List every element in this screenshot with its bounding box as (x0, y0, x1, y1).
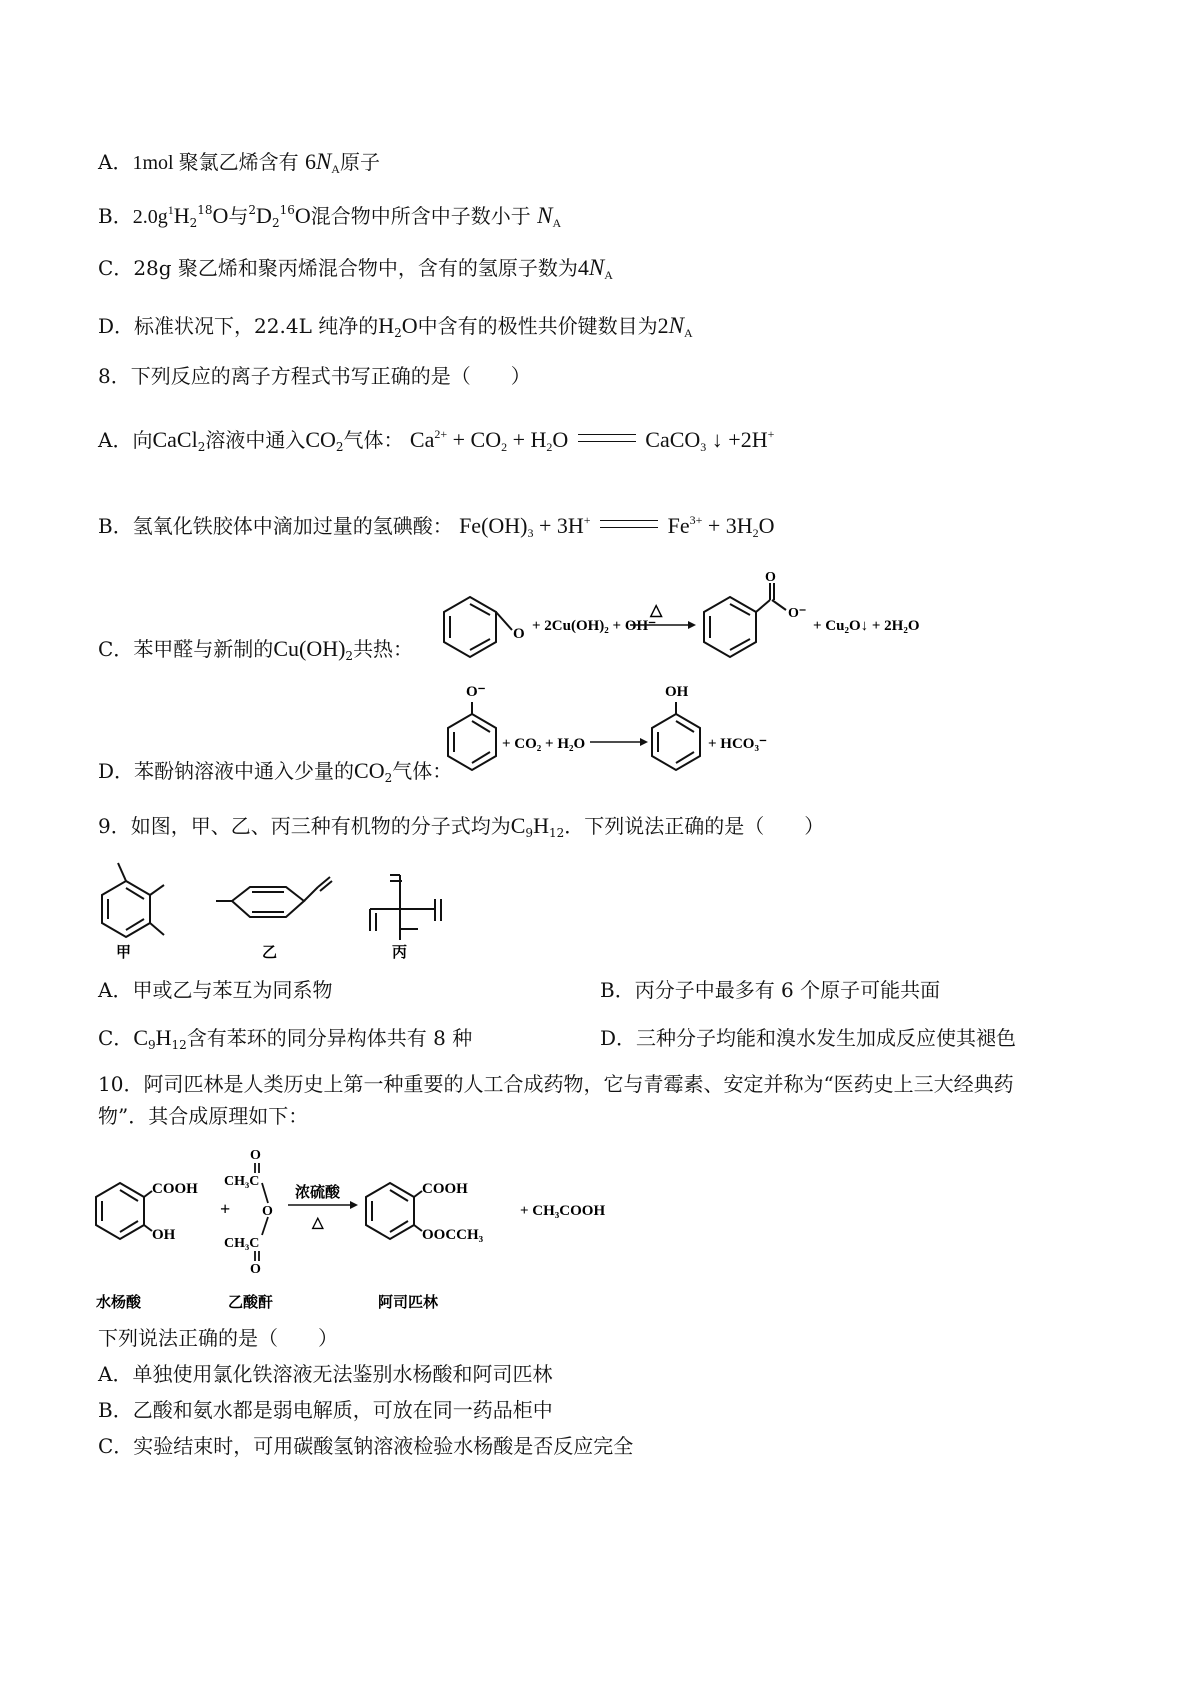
q7-option-b: B．$2.0g^1H_2^{18}O$与$^2D_2^{16}O$混合物中所含中子数小于 $N_A$ (98, 203, 562, 230)
q10-stem-line1: 10．阿司匹林是人类历史上第一种重要的人工合成药物，它与青霉素、安定并称为“医药史上三大经典药 (98, 1072, 1014, 1096)
q7-option-a: A．1mol 聚氯乙烯含有 $6N_A$原子 (98, 149, 380, 176)
q8-option-c: C．苯甲醛与新制的$Cu(OH)_2$共热： (98, 636, 414, 663)
q9-option-c: C．$C_9H_{12}$含有苯环的同分异构体共有 8 种 (98, 1025, 473, 1052)
q7-option-d: D．标准状况下，22.4L 纯净的$H_2O$中含有的极性共价键数目为$2N_A$ (98, 313, 693, 340)
svg-text:OH: OH (665, 684, 689, 700)
q9-structures (90, 855, 490, 965)
trimethylbenzene-structure (102, 863, 164, 937)
svg-text:乙: 乙 (262, 945, 278, 961)
svg-text:+ CO₂ + H₂O: + CO₂ + H₂O (502, 736, 586, 752)
svg-text:O: O (262, 1204, 273, 1219)
svg-text:△: △ (650, 602, 663, 619)
svg-text:OH: OH (152, 1227, 176, 1243)
equals-sign (600, 520, 658, 528)
equals-sign (578, 434, 636, 442)
q7-option-c: C．28g 聚乙烯和聚丙烯混合物中，含有的氢原子数为$4N_A$ (98, 255, 613, 282)
q10-question: 下列说法正确的是（ ） (98, 1326, 338, 1350)
q8-option-b: B．氢氧化铁胶体中滴加过量的氢碘酸： $Fe(OH)_3 + 3H^+$ $Fe^{3+} + 3H_2O$ (98, 513, 775, 540)
svg-text:O: O (250, 1148, 261, 1163)
svg-text:△: △ (312, 1215, 324, 1231)
svg-text:甲: 甲 (116, 945, 132, 961)
svg-text:+ CH₃COOH: + CH₃COOH (520, 1203, 606, 1219)
svg-text:+: + (220, 1199, 231, 1219)
svg-text:O⁻: O⁻ (466, 684, 486, 700)
svg-text:+ HCO₃⁻: + HCO₃⁻ (708, 736, 767, 752)
q9-option-b: B．丙分子中最多有 6 个原子可能共面 (600, 978, 941, 1002)
aspirin-synthesis-scheme (90, 1135, 650, 1315)
svg-text:乙酸酐: 乙酸酐 (228, 1295, 274, 1311)
svg-text:O: O (513, 626, 525, 642)
q9-option-d: D．三种分子均能和溴水发生加成反应使其褪色 (600, 1026, 1017, 1050)
svg-text:O: O (250, 1262, 261, 1277)
svg-text:CH₃C: CH₃C (224, 1236, 260, 1251)
q10-option-c: C．实验结束时，可用碳酸氢钠溶液检验水杨酸是否反应完全 (98, 1434, 634, 1458)
svg-text:阿司匹林: 阿司匹林 (378, 1295, 439, 1311)
svg-text:COOH: COOH (152, 1181, 198, 1197)
q8-option-a: A．向CaCl$_2$溶液中通入$CO_2$气体： $Ca^{2+} + CO_2 + H_2O$ CaCO$_3$ ↓ +2H+ (98, 427, 775, 454)
benzaldehyde-oxidation-scheme (440, 570, 1000, 675)
svg-text:浓硫酸: 浓硫酸 (295, 1185, 341, 1201)
q8-stem: 8．下列反应的离子方程式书写正确的是（ ） (98, 364, 531, 388)
phenoxide-co2-scheme (440, 680, 820, 790)
svg-text:水杨酸: 水杨酸 (96, 1295, 142, 1311)
q9-stem: 9．如图，甲、乙、丙三种有机物的分子式均为$C_9H_{12}$．下列说法正确的是（ ） (98, 813, 825, 840)
q8-b-equation: $Fe(OH)_3 + 3H^+$ $Fe^{3+} + 3H_2O$ (459, 513, 775, 540)
q8-option-d: D．苯酚钠溶液中通入少量的$CO_2$气体： (98, 758, 453, 785)
diene-structure (216, 877, 332, 917)
svg-text:COOH: COOH (422, 1181, 468, 1197)
svg-text:O: O (765, 570, 776, 585)
q10-option-a: A．单独使用氯化铁溶液无法鉴别水杨酸和阿司匹林 (98, 1362, 553, 1386)
svg-text:+ Cu₂O↓ + 2H₂O: + Cu₂O↓ + 2H₂O (813, 618, 920, 634)
q8-a-equation: $Ca^{2+} + CO_2 + H_2O$ CaCO$_3$ ↓ +2H+ (409, 427, 775, 454)
svg-text:丙: 丙 (392, 945, 408, 961)
q10-stem-line2: 物”．其合成原理如下： (98, 1104, 309, 1128)
svg-text:CH₃C: CH₃C (224, 1174, 260, 1189)
q9-option-a: A．甲或乙与苯互为同系物 (98, 978, 333, 1002)
svg-text:O⁻: O⁻ (788, 606, 807, 621)
svg-text:+ 2Cu(OH)₂ + OH⁻: + 2Cu(OH)₂ + OH⁻ (532, 618, 657, 634)
q10-option-b: B．乙酸和氨水都是弱电解质，可放在同一药品柜中 (98, 1398, 553, 1422)
svg-text:OOCCH₃: OOCCH₃ (422, 1227, 484, 1243)
branched-alkene-structure (370, 875, 441, 940)
